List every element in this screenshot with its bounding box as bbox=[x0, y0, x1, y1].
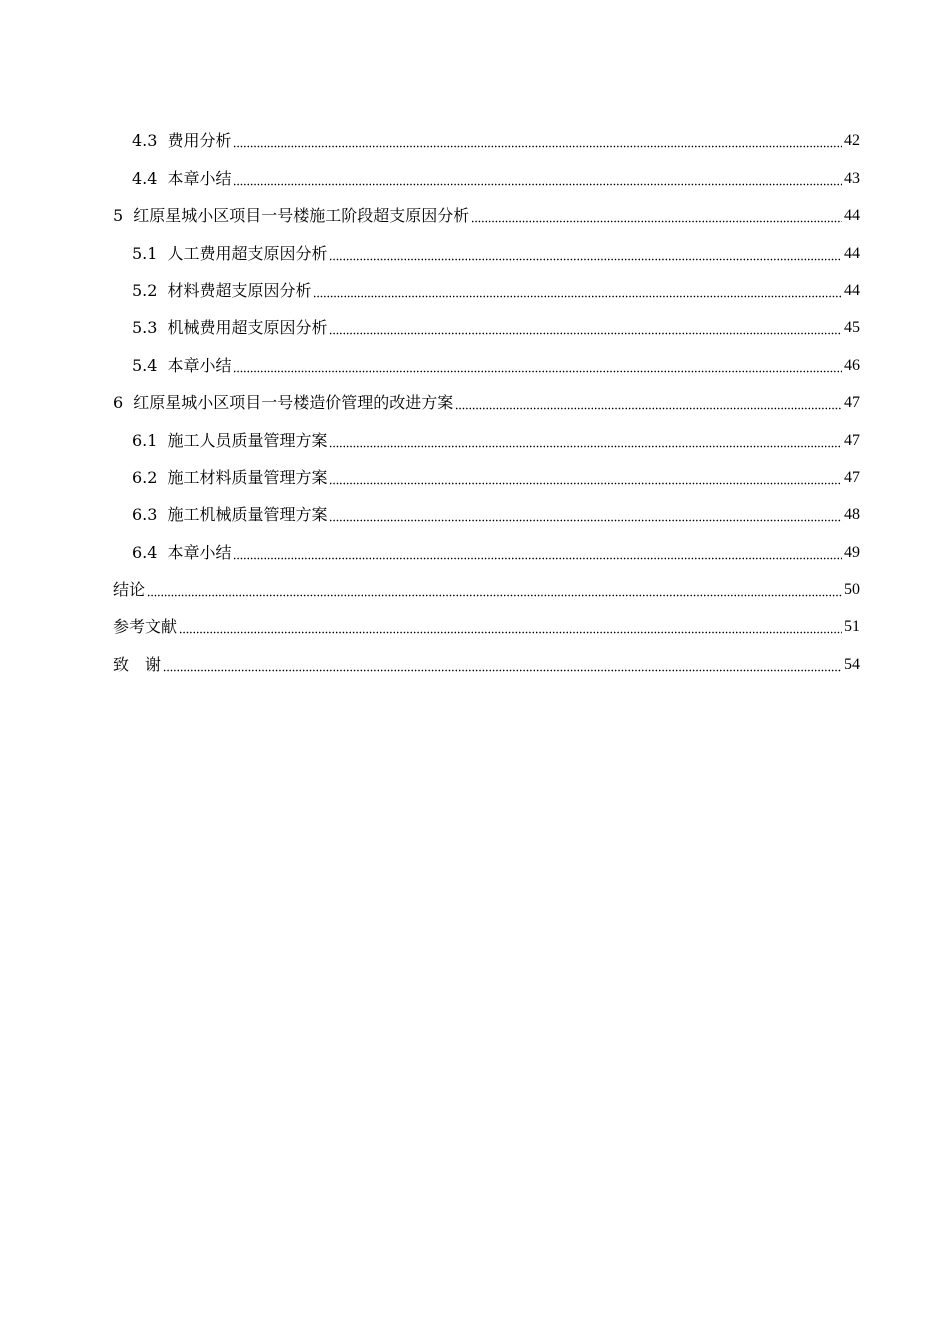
toc-entry-number: 6.2 bbox=[132, 467, 158, 487]
toc-page-number: 50 bbox=[844, 581, 860, 599]
toc-entry-4-4[interactable] bbox=[113, 151, 860, 188]
toc-entry-title bbox=[132, 318, 327, 338]
toc-dot-leader bbox=[233, 357, 842, 373]
toc-entry-6[interactable] bbox=[113, 376, 860, 413]
toc-entry-title bbox=[113, 617, 177, 637]
toc-entry-number: 5.3 bbox=[132, 318, 158, 338]
toc-entry-label: 机械费用超支原因分析 bbox=[167, 318, 328, 338]
toc-entry-label: 参考文献 bbox=[113, 617, 178, 637]
toc-entry-label: 红原星城小区项目一号楼施工阶段超支原因分析 bbox=[133, 206, 470, 226]
toc-dot-leader bbox=[163, 656, 842, 672]
toc-entry-number: 6.4 bbox=[132, 542, 158, 562]
toc-page-number: 47 bbox=[844, 468, 860, 486]
toc-entry-number: 6.3 bbox=[132, 505, 158, 525]
toc-entry-label: 本章小结 bbox=[167, 355, 232, 375]
toc-entry-5-2[interactable] bbox=[113, 264, 860, 301]
toc-entry-title bbox=[132, 356, 231, 376]
toc-entry-title bbox=[113, 655, 161, 675]
toc-page-number: 54 bbox=[844, 655, 860, 673]
toc-page-number: 47 bbox=[844, 431, 860, 449]
toc-entry-label: 人工费用超支原因分析 bbox=[167, 243, 328, 263]
toc-page-number: 43 bbox=[844, 169, 860, 187]
toc-entry-number: 4.3 bbox=[132, 131, 158, 151]
toc-entry-title bbox=[132, 505, 327, 525]
toc-entry-acknowledgements[interactable] bbox=[113, 637, 860, 674]
toc-dot-leader bbox=[329, 506, 842, 522]
toc-entry-4-3[interactable] bbox=[113, 114, 860, 151]
toc-entry-6-3[interactable] bbox=[113, 488, 860, 525]
toc-entry-title bbox=[132, 468, 327, 488]
toc-entry-6-4[interactable] bbox=[113, 525, 860, 562]
toc-entry-number: 5.1 bbox=[132, 243, 158, 263]
toc-page-number: 51 bbox=[844, 618, 860, 636]
toc-entry-title bbox=[132, 244, 327, 264]
toc-page-number: 46 bbox=[844, 356, 860, 374]
toc-entry-references[interactable] bbox=[113, 600, 860, 637]
toc-entry-label: 施工材料质量管理方案 bbox=[167, 467, 328, 487]
toc-entry-label: 红原星城小区项目一号楼造价管理的改进方案 bbox=[133, 393, 454, 413]
toc-entry-label: 本章小结 bbox=[167, 168, 232, 188]
toc-entry-6-2[interactable] bbox=[113, 451, 860, 488]
toc-dot-leader bbox=[455, 394, 842, 410]
toc-entry-label: 本章小结 bbox=[167, 542, 232, 562]
toc-entry-title bbox=[113, 206, 469, 226]
toc-page-number: 49 bbox=[844, 543, 860, 561]
toc-entry-title bbox=[132, 431, 327, 451]
toc-entry-number: 5.2 bbox=[132, 280, 158, 300]
toc-entry-number: 6 bbox=[113, 393, 124, 413]
toc-page-number: 45 bbox=[844, 319, 860, 337]
toc-entry-5-1[interactable] bbox=[113, 226, 860, 263]
toc-dot-leader bbox=[147, 581, 842, 597]
toc-entry-title bbox=[132, 169, 231, 189]
toc-dot-leader bbox=[233, 544, 842, 560]
table-of-contents bbox=[113, 114, 860, 675]
toc-entry-number: 5 bbox=[113, 206, 124, 226]
toc-entry-number: 4.4 bbox=[132, 168, 158, 188]
toc-page-number: 44 bbox=[844, 244, 860, 262]
toc-entry-6-1[interactable] bbox=[113, 413, 860, 450]
toc-page-number: 44 bbox=[844, 207, 860, 225]
toc-entry-label: 结论 bbox=[113, 580, 146, 600]
toc-dot-leader bbox=[329, 245, 842, 261]
toc-page-number: 44 bbox=[844, 281, 860, 299]
toc-entry-title bbox=[113, 393, 453, 413]
toc-dot-leader bbox=[233, 170, 842, 186]
toc-entry-label: 施工机械质量管理方案 bbox=[167, 505, 328, 525]
toc-entry-5[interactable] bbox=[113, 189, 860, 226]
toc-dot-leader bbox=[329, 469, 842, 485]
toc-entry-5-3[interactable] bbox=[113, 301, 860, 338]
toc-page-number: 47 bbox=[844, 394, 860, 412]
toc-dot-leader bbox=[329, 432, 842, 448]
toc-entry-title bbox=[132, 281, 311, 301]
toc-entry-title bbox=[132, 543, 231, 563]
toc-dot-leader bbox=[329, 319, 842, 335]
toc-entry-label: 材料费超支原因分析 bbox=[167, 280, 312, 300]
toc-entry-5-4[interactable] bbox=[113, 338, 860, 375]
toc-entry-number: 5.4 bbox=[132, 355, 158, 375]
toc-dot-leader bbox=[313, 282, 842, 298]
toc-entry-label: 费用分析 bbox=[167, 131, 232, 151]
toc-entry-conclusion[interactable] bbox=[113, 563, 860, 600]
toc-dot-leader bbox=[179, 618, 842, 634]
toc-entry-label: 致 谢 bbox=[113, 654, 162, 674]
toc-entry-title bbox=[113, 580, 145, 600]
toc-page-number: 48 bbox=[844, 506, 860, 524]
toc-dot-leader bbox=[233, 132, 842, 148]
toc-dot-leader bbox=[471, 207, 842, 223]
toc-entry-label: 施工人员质量管理方案 bbox=[167, 430, 328, 450]
toc-entry-number: 6.1 bbox=[132, 430, 158, 450]
toc-entry-title bbox=[132, 131, 231, 151]
toc-page-number: 42 bbox=[844, 132, 860, 150]
